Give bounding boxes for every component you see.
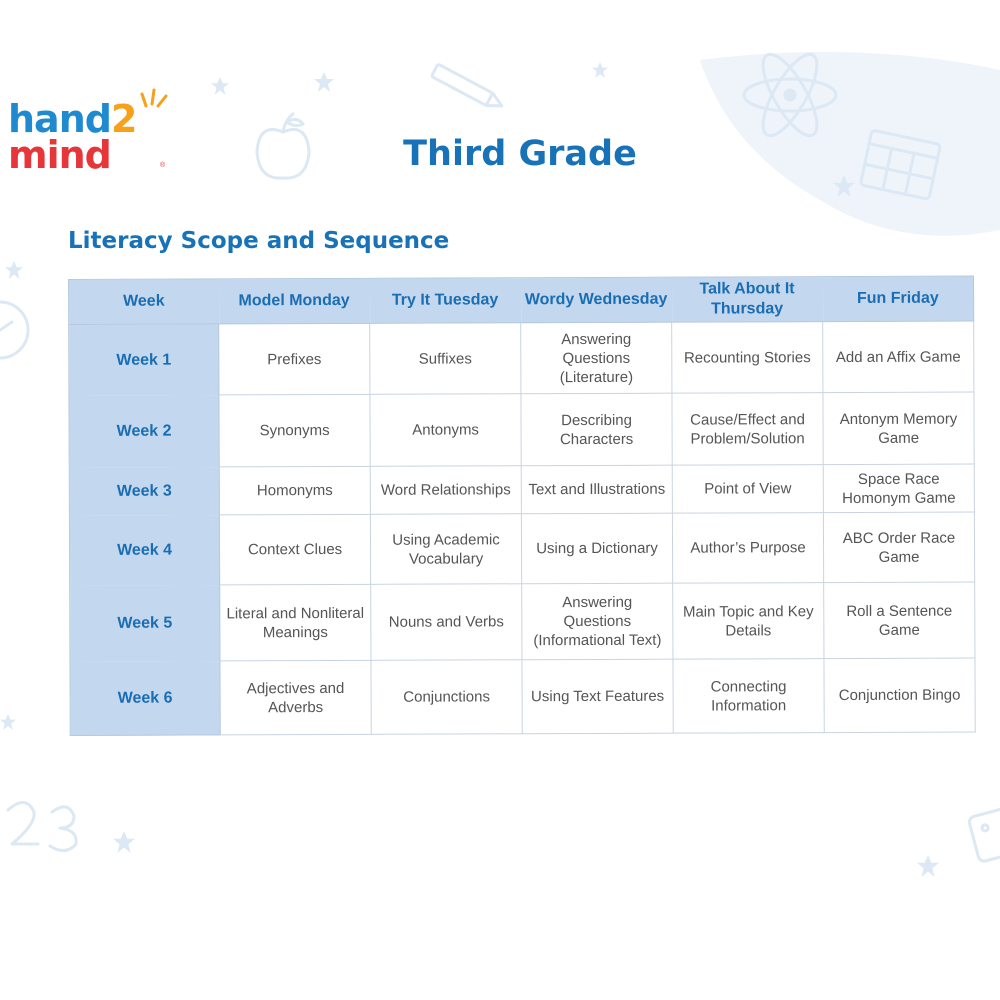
table-cell: Cause/Effect and Problem/Solution [672,393,823,466]
table-cell: Antonyms [370,394,521,467]
table-cell: Using a Dictionary [521,513,672,584]
logo-line-2: mind [8,133,111,177]
week-label: Week 5 [70,585,220,662]
page-title: Third Grade [403,134,637,174]
table-cell: Using Text Features [522,659,673,734]
logo-trademark: ® [160,162,166,169]
clock-icon [0,302,28,358]
table-cell: Antonym Memory Game [823,392,974,465]
section-title: Literacy Scope and Sequence [68,228,450,254]
week-label: Week 4 [69,515,219,586]
week-label: Week 2 [69,395,219,468]
logo-hand: hand [8,97,111,141]
table-cell: Prefixes [219,323,370,395]
table-cell: Roll a Sentence Game [824,582,975,659]
table-cell: Conjunctions [371,660,522,735]
table-cell: Synonyms [219,394,370,467]
table-cell: Suffixes [370,323,521,395]
table-cell: Space Race Homonym Game [823,464,974,513]
table-row [69,464,974,515]
table-cell: Add an Affix Game [823,321,974,393]
table-cell: Literal and Nonliteral Meanings [220,584,371,661]
sunburst-icon [134,84,174,110]
header-wednesday: Wordy Wednesday [520,277,671,323]
pencil-icon [431,64,505,112]
table-cell: Author’s Purpose [672,513,823,584]
table-cell: Describing Characters [521,393,672,466]
table-cell: Answering Questions (Literature) [521,322,672,394]
table-cell: Adjectives and Adverbs [220,660,371,735]
week-label: Week 6 [70,661,220,736]
table-cell: Connecting Information [673,659,824,734]
header-thursday: Talk About It Thursday [671,277,822,323]
table-cell: Point of View [672,465,823,514]
week-label: Week 3 [69,467,219,516]
week-label: Week 1 [69,324,219,396]
table-cell: Conjunction Bingo [824,658,975,733]
logo-two: 2 [110,97,137,141]
table-cell: Text and Illustrations [521,465,672,514]
table-cell: Homonyms [219,466,370,515]
table-cell: ABC Order Race Game [823,512,974,583]
numbers-icon [8,802,76,850]
header-friday: Fun Friday [822,276,973,322]
header-tuesday: Try It Tuesday [369,278,520,324]
table-row [70,658,975,735]
table-row [69,512,974,585]
table-row [69,321,974,395]
scope-sequence-table [68,276,976,736]
dice-icon [968,806,1000,862]
schedule-table-wrapper [68,276,976,735]
table-cell: Nouns and Verbs [371,584,522,661]
header-monday: Model Monday [219,278,370,324]
header-week: Week [69,279,219,325]
table-cell: Context Clues [219,514,370,585]
table-row [70,582,975,661]
table-cell: Answering Questions (Informational Text) [522,583,673,660]
table-header-row [69,276,974,324]
table-cell: Word Relationships [370,466,521,515]
table-cell: Using Academic Vocabulary [370,514,521,585]
table-cell: Main Topic and Key Details [673,583,824,660]
table-cell: Recounting Stories [672,322,823,394]
table-row [69,392,974,467]
